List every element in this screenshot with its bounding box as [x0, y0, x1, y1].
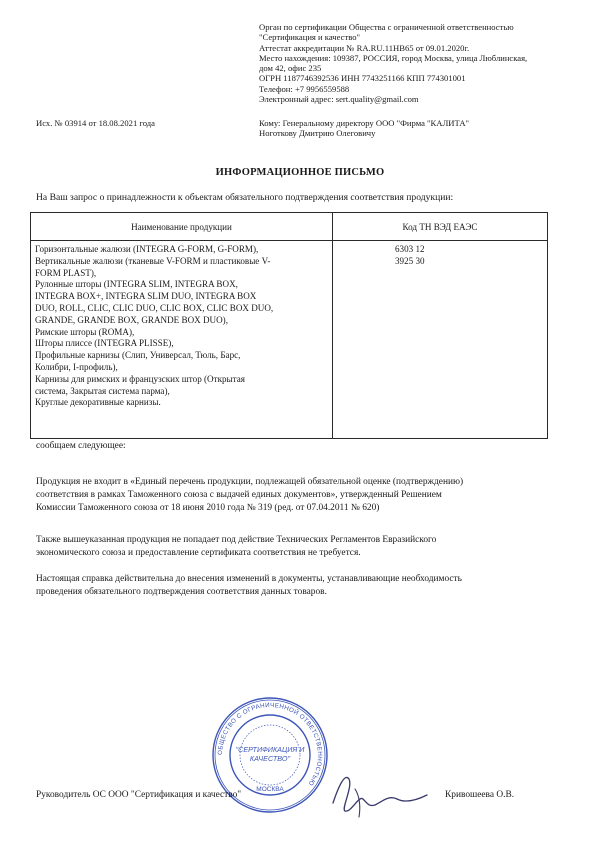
paragraph-line: Комиссии Таможенного союза от 18 июня 2010 года № 319 (ред. от 07.04.2011 № 620) — [36, 503, 380, 513]
org-line: Аттестат аккредитации № RA.RU.11НВ65 от 09.01.2020г. — [259, 42, 470, 53]
signatory-name: Кривошеева О.В. — [445, 790, 515, 800]
signatory-position: Руководитель ОС ООО "Сертификация и качество" — [36, 790, 242, 800]
org-line: дом 42, офис 235 — [259, 63, 322, 74]
seal-center-line1: "СЕРТИФИКАЦИЯ И — [235, 745, 305, 754]
organization-details — [259, 22, 589, 104]
paragraph-technical-regulations — [36, 534, 556, 560]
codes-list: 6303 12 3925 30 — [395, 244, 425, 266]
table-header-row — [31, 213, 548, 241]
org-email: Электронный адрес: sert.quality@gmail.com — [259, 94, 419, 105]
seal-city: МОСКВА — [256, 786, 284, 793]
products-cell — [31, 241, 333, 439]
header-product-name: Наименование продукции — [31, 213, 333, 241]
addressee-name: Ноготкову Дмитрию Олеговичу — [259, 128, 376, 139]
intro-text: На Ваш запрос о принадлежности к объектам обязательного подтверждения соответствия продукции: — [36, 192, 454, 203]
seal-center-line2: КАЧЕСТВО" — [249, 754, 291, 763]
report-line: сообщаем следующее: — [36, 441, 126, 451]
codes-cell — [333, 241, 548, 439]
products-list: Горизонтальные жалюзи (INTEGRA G-FORM, G-FORM), Вертикальные жалюзи (тканевые V-FORM и пластиковые V- FORM PLAST), Рулонные шторы (INTEGRA SLIM, INTEGRA BOX, INTEGRA BOX+, INTEGRA SLIM DUO, INTEGRA BOX DUO, ROLL, CLIC, CLIC DUO, CLIC BOX, CLIC BOX DUO, GRANDE, GRANDE BOX, GRANDE BOX DUO), Римские шторы (ROMA), Шторы плиссе (INTEGRA PLISSE), Профильные карнизы (Слип, Универсал, Тюль, Барс, Колибри, I-профиль), Карнизы для римских и французских штор (Открытая система, Закрытая система парма), Круглые декоративные карнизы. — [35, 244, 274, 408]
org-line: Орган по сертификации Общества с ограниченной ответственностью — [259, 22, 514, 32]
org-line: Телефон: +7 9956559588 — [259, 83, 350, 94]
outgoing-number: Исх. № 03914 от 18.08.2021 года — [36, 118, 155, 128]
document-title: ИНФОРМАЦИОННОЕ ПИСЬМО — [215, 167, 385, 178]
addressee-line: Кому: Генеральному директору ООО "Фирма "КАЛИТА" — [259, 118, 470, 128]
org-line: Место нахождения: 109387, РОССИЯ, город Москва, улица Люблинская, — [259, 52, 528, 63]
paragraph-validity — [36, 573, 556, 599]
org-line: ОГРН 1187746392536 ИНН 7743251166 КПП 774301001 — [259, 73, 466, 84]
addressee — [259, 118, 589, 139]
table-row — [31, 241, 548, 439]
paragraph-list-exclusion — [36, 476, 556, 515]
org-line: "Сертификация и качество" — [259, 32, 361, 43]
paragraph-line: Продукция не входит в «Единый перечень продукции, подлежащей обязательной оценке (подтверждению) — [36, 477, 464, 487]
seal-ring-text: ОБЩЕСТВО С ОГРАНИЧЕННОЙ ОТВЕТСТВЕННОСТЬЮ — [216, 701, 324, 788]
header-tnved-code: Код ТН ВЭД ЕАЭС — [333, 213, 548, 241]
paragraph-line: проведения обязательного подтверждения соответствия данных товаров. — [36, 587, 327, 597]
paragraph-line: Также вышеуказанная продукция не попадает под действие Технических Регламентов Евразийского — [36, 535, 437, 545]
paragraph-line: экономического союза и предоставление сертификата соответствия не требуется. — [36, 548, 361, 558]
paragraph-line: Настоящая справка действительна до внесения изменений в документы, устанавливающие необходимость — [36, 574, 462, 584]
products-table — [30, 212, 548, 439]
paragraph-line: соответствия в рамках Таможенного союза с выдачей единых документов», утвержденный Решением — [36, 490, 442, 500]
handwritten-signature — [315, 765, 440, 825]
